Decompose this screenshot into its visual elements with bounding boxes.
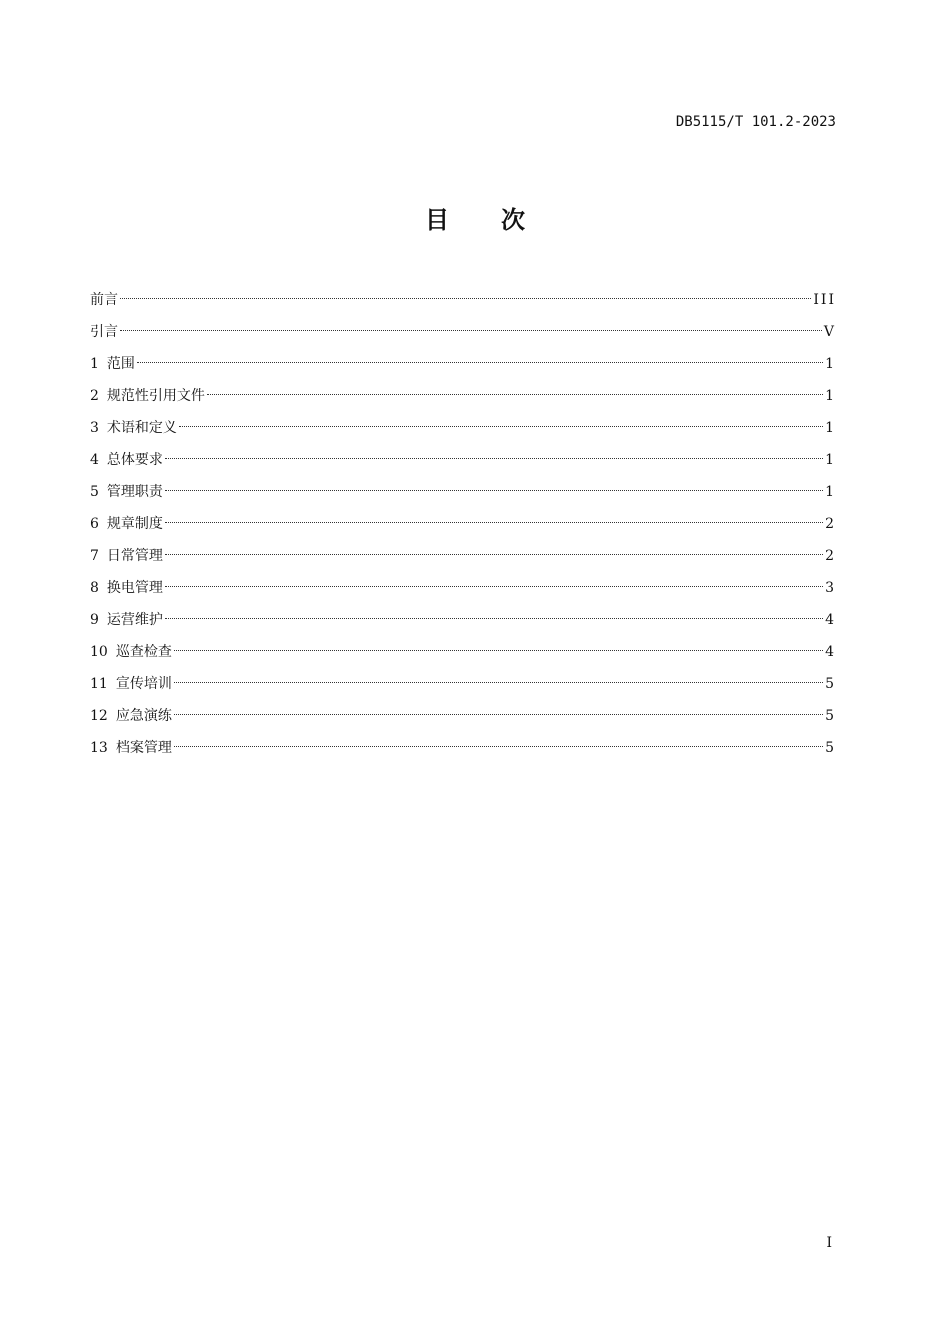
toc-entry-battery-swap-management[interactable]	[90, 572, 836, 604]
toc-entry-number: 7	[90, 548, 99, 564]
toc-entry-number: 1	[90, 356, 99, 372]
toc-entry-label: 范围	[106, 356, 135, 372]
toc-entry-number: 11	[90, 676, 108, 692]
toc-entry-page: 4	[825, 644, 836, 660]
toc-entry-archive-management[interactable]	[90, 732, 836, 764]
toc-entry-label: 总体要求	[106, 452, 163, 468]
toc-entry-page: 5	[825, 740, 836, 756]
toc-entry-label: 巡查检查	[115, 644, 172, 660]
toc-entry-number: 8	[90, 580, 99, 596]
toc-entry-label: 应急演练	[115, 708, 172, 724]
toc-entry-page: 4	[825, 612, 836, 628]
toc-entry-label: 术语和定义	[106, 420, 177, 436]
toc-entry-rules-regulations[interactable]	[90, 508, 836, 540]
toc-dot-leader	[174, 682, 823, 683]
toc-entry-introduction[interactable]	[90, 316, 836, 348]
toc-entry-page: 1	[825, 356, 836, 372]
page-number: I	[826, 1235, 832, 1251]
toc-dot-leader	[165, 554, 823, 555]
toc-dot-leader	[165, 522, 823, 523]
toc-list	[90, 284, 836, 764]
toc-entry-number: 12	[90, 708, 108, 724]
toc-entry-operation-maintenance[interactable]	[90, 604, 836, 636]
toc-entry-page: V	[823, 324, 836, 340]
toc-title-char-2: 次	[501, 206, 525, 234]
toc-entry-label: 档案管理	[115, 740, 172, 756]
toc-dot-leader	[165, 618, 823, 619]
toc-dot-leader	[165, 490, 823, 491]
toc-dot-leader	[207, 394, 823, 395]
toc-entry-number: 3	[90, 420, 99, 436]
toc-entry-foreword[interactable]	[90, 284, 836, 316]
toc-entry-page: III	[813, 292, 836, 308]
toc-dot-leader	[165, 458, 823, 459]
toc-entry-number: 13	[90, 740, 108, 756]
toc-dot-leader	[174, 650, 823, 651]
toc-entry-label: 管理职责	[106, 484, 163, 500]
toc-entry-patrol-inspection[interactable]	[90, 636, 836, 668]
toc-entry-terms-definitions[interactable]	[90, 412, 836, 444]
toc-entry-number: 6	[90, 516, 99, 532]
toc-entry-page: 1	[825, 388, 836, 404]
toc-entry-number: 10	[90, 644, 108, 660]
toc-entry-general-requirements[interactable]	[90, 444, 836, 476]
toc-entry-label: 运营维护	[106, 612, 163, 628]
toc-entry-management-duties[interactable]	[90, 476, 836, 508]
toc-entry-page: 5	[825, 708, 836, 724]
toc-entry-label: 规章制度	[106, 516, 163, 532]
toc-entry-daily-management[interactable]	[90, 540, 836, 572]
toc-entry-number: 9	[90, 612, 99, 628]
toc-dot-leader	[179, 426, 823, 427]
toc-entry-normative-references[interactable]	[90, 380, 836, 412]
toc-dot-leader	[120, 330, 822, 331]
toc-title-char-1: 目	[425, 206, 449, 234]
toc-entry-page: 3	[825, 580, 836, 596]
toc-dot-leader	[174, 714, 823, 715]
toc-entry-page: 1	[825, 420, 836, 436]
toc-entry-label: 换电管理	[106, 580, 163, 596]
toc-entry-emergency-drill[interactable]	[90, 700, 836, 732]
toc-title	[0, 200, 950, 235]
toc-entry-label: 宣传培训	[115, 676, 172, 692]
toc-entry-page: 1	[825, 484, 836, 500]
toc-entry-page: 2	[825, 548, 836, 564]
toc-entry-label: 引言	[90, 324, 118, 340]
toc-entry-label: 日常管理	[106, 548, 163, 564]
toc-dot-leader	[120, 298, 811, 299]
toc-entry-scope[interactable]	[90, 348, 836, 380]
toc-entry-number: 2	[90, 388, 99, 404]
document-code: DB5115/T 101.2-2023	[675, 114, 836, 130]
toc-entry-number: 4	[90, 452, 99, 468]
toc-entry-label: 前言	[90, 292, 118, 308]
toc-entry-label: 规范性引用文件	[106, 388, 205, 404]
toc-dot-leader	[137, 362, 823, 363]
toc-entry-page: 1	[825, 452, 836, 468]
toc-dot-leader	[174, 746, 823, 747]
toc-entry-publicity-training[interactable]	[90, 668, 836, 700]
toc-dot-leader	[165, 586, 823, 587]
toc-entry-page: 2	[825, 516, 836, 532]
toc-entry-page: 5	[825, 676, 836, 692]
toc-entry-number: 5	[90, 484, 99, 500]
